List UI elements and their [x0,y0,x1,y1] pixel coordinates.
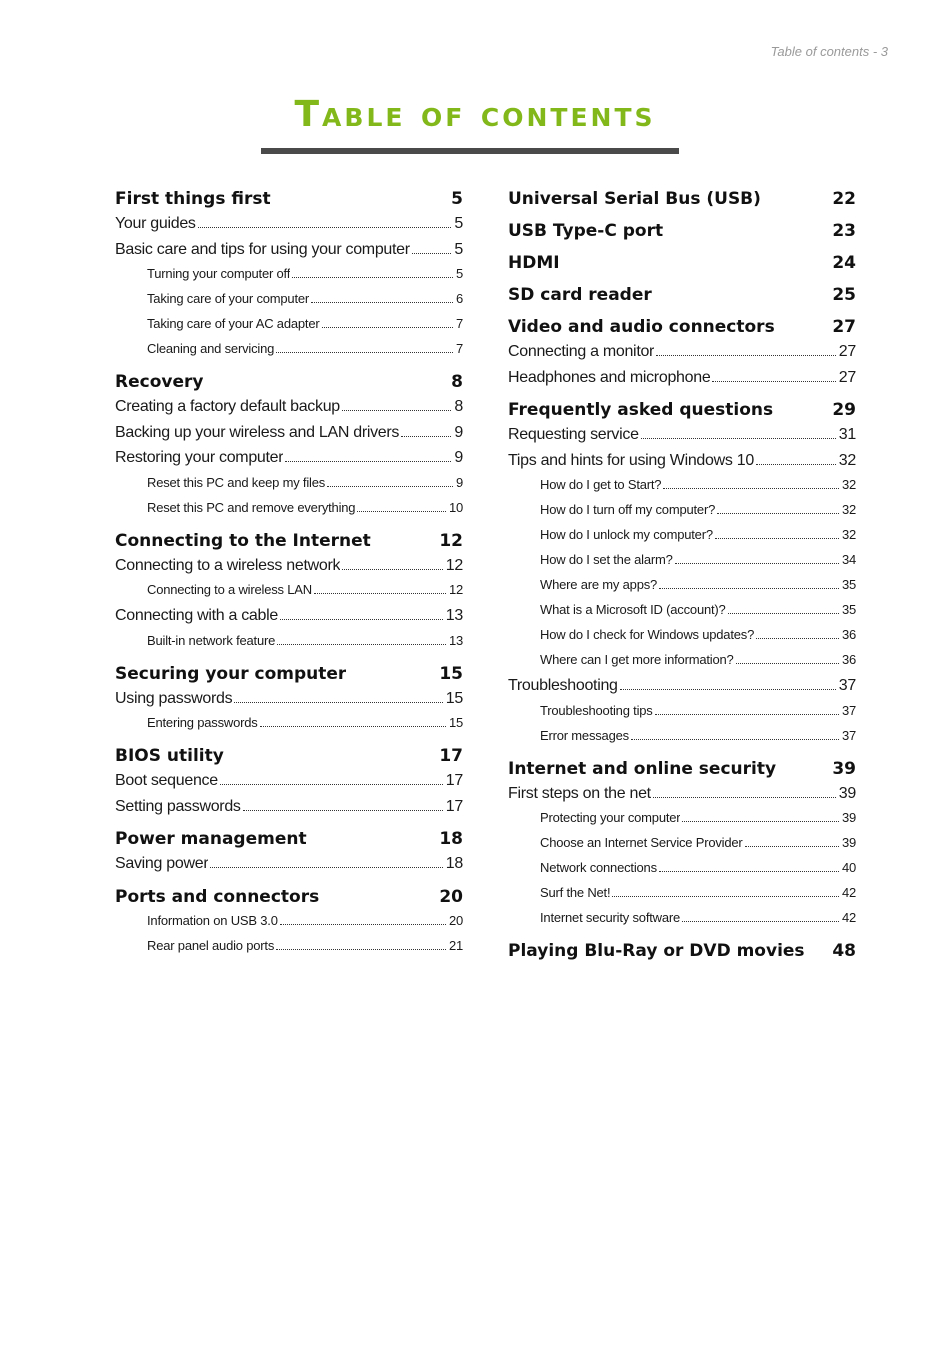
toc-entry[interactable] [115,241,463,267]
toc-dot-leader [234,702,442,703]
toc-entry[interactable] [508,785,856,811]
toc-entry-label: What is a Microsoft ID (account)? [540,602,726,617]
toc-subentry[interactable] [115,582,463,607]
toc-dot-leader [314,593,446,594]
toc-page-number: 40 [841,860,856,875]
toc-dot-leader [280,924,446,925]
toc-entry-label: Turning your computer off [147,266,291,281]
toc-subentry[interactable] [115,291,463,316]
toc-entry-label: Connecting to a wireless LAN [147,582,312,597]
toc-entry-label: Ports and connectors [115,886,320,907]
toc-entry-label: Requesting service [508,426,639,443]
toc-entry-label: Basic care and tips for using your computer [115,240,410,258]
toc-subentry[interactable] [115,475,463,500]
toc-entry-label: How do I unlock my computer? [540,527,713,542]
toc-dot-leader [412,253,452,254]
toc-dot-leader [745,846,839,847]
toc-dot-leader [198,227,452,228]
toc-section-entry[interactable] [508,311,856,343]
toc-entry-label: HDMI [508,253,560,273]
toc-dot-leader [243,810,443,811]
toc-entry[interactable] [115,798,463,824]
toc-section-entry[interactable] [508,279,856,311]
toc-entry[interactable] [508,677,856,703]
toc-page-number: 9 [455,474,463,490]
toc-entry-label: Setting passwords [115,797,241,815]
toc-entry[interactable] [508,343,856,369]
toc-subentry[interactable] [115,633,463,658]
toc-entry-label: Rear panel audio ports [147,937,275,953]
toc-dot-leader [357,511,446,512]
toc-section-entry[interactable] [115,881,463,913]
toc-dot-leader [712,381,835,382]
toc-page-number: 17 [445,772,463,789]
toc-section-entry[interactable] [115,740,463,772]
toc-section-entry[interactable] [508,394,856,426]
toc-right-column [508,183,856,967]
toc-page-number: 12 [439,530,463,551]
toc-page-number: 5 [454,215,463,232]
toc-page-number: 29 [832,400,856,420]
toc-dot-leader [322,327,453,328]
toc-dot-leader [655,714,839,715]
toc-page-number: 12 [445,556,463,574]
toc-entry-label: How do I set the alarm? [540,552,673,567]
toc-section-entry[interactable] [115,823,463,855]
title-underline [261,148,679,154]
toc-page-number: 32 [838,451,856,469]
toc-page-number: 32 [841,502,856,517]
toc-subentry[interactable] [508,728,856,753]
toc-page-number: 15 [439,663,463,684]
toc-dot-leader [612,896,839,897]
toc-left-column [115,183,463,963]
toc-page-number: 37 [838,677,856,694]
toc-page-number: 27 [832,317,856,337]
toc-page-number: 39 [838,784,856,802]
toc-section-entry[interactable] [508,247,856,279]
toc-dot-leader [276,352,453,353]
toc-section-entry[interactable] [115,658,463,690]
toc-dot-leader [656,355,836,356]
toc-entry-label: Your guides [115,215,196,232]
toc-page-number: 8 [451,372,463,392]
toc-section-entry[interactable] [508,215,856,247]
toc-dot-leader [675,563,839,564]
toc-subentry[interactable] [508,602,856,627]
toc-section-entry[interactable] [115,183,463,215]
toc-entry-label: Information on USB 3.0 [147,912,278,928]
toc-subentry[interactable] [508,810,856,835]
toc-entry[interactable] [508,369,856,395]
toc-dot-leader [620,689,836,690]
toc-page-number: 27 [838,368,856,386]
toc-dot-leader [717,513,839,514]
toc-page-number: 18 [445,855,463,872]
toc-dot-leader [641,438,836,439]
toc-entry-label: Reset this PC and keep my files [147,474,326,490]
toc-entry-label: Creating a factory default backup [115,398,340,415]
toc-entry-label: Internet security software [540,910,681,925]
toc-entry[interactable] [115,398,463,424]
toc-page-number: 15 [445,689,463,707]
toc-subentry[interactable] [115,913,463,938]
toc-subentry[interactable] [508,910,856,935]
toc-entry-label: Where can I get more information? [540,652,734,667]
toc-subentry[interactable] [508,477,856,502]
toc-subentry[interactable] [508,627,856,652]
toc-entry-label: Universal Serial Bus (USB) [508,189,761,209]
toc-subentry[interactable] [115,715,463,740]
toc-dot-leader [663,488,839,489]
toc-section-entry[interactable] [115,525,463,557]
toc-page-number: 5 [455,266,463,281]
toc-entry-label: Taking care of your AC adapter [147,316,320,331]
toc-entry[interactable] [115,772,463,798]
toc-entry-label: Taking care of your computer [147,291,310,306]
toc-page-number: 37 [841,702,856,718]
toc-entry-label: Entering passwords [147,715,258,730]
toc-dot-leader [277,644,446,645]
toc-entry-label: Saving power [115,855,209,872]
toc-entry-label: Securing your computer [115,663,347,684]
toc-section-entry[interactable] [508,935,856,967]
page-header-note: Table of contents - 3 [770,44,888,59]
toc-subentry[interactable] [508,703,856,728]
toc-section-entry[interactable] [115,366,463,398]
toc-page-number: 15 [448,715,463,730]
toc-page-number: 32 [841,477,856,492]
toc-entry-label: Network connections [540,860,657,875]
toc-entry[interactable] [115,690,463,716]
toc-dot-leader [311,302,453,303]
toc-page-number: 7 [455,341,463,356]
toc-entry-label: Headphones and microphone [508,368,711,386]
toc-entry-label: Protecting your computer [540,810,681,825]
toc-dot-leader [210,867,442,868]
toc-dot-leader [260,726,446,727]
toc-page-number: 24 [832,253,856,273]
toc-entry[interactable] [508,426,856,452]
toc-subentry[interactable] [115,266,463,291]
toc-page-number: 25 [832,285,856,305]
toc-entry-label: Backing up your wireless and LAN drivers [115,423,400,441]
toc-page-number: 17 [445,797,463,815]
toc-entry[interactable] [115,215,463,241]
toc-page-number: 10 [448,499,463,515]
toc-page-number: 6 [455,291,463,306]
toc-page-number: 36 [841,652,856,667]
toc-page-number: 5 [454,240,463,258]
toc-dot-leader [401,436,451,437]
toc-page-number: 27 [838,343,856,360]
toc-dot-leader [659,871,839,872]
toc-entry-label: Reset this PC and remove everything [147,499,356,515]
toc-subentry[interactable] [508,502,856,527]
toc-dot-leader [659,588,839,589]
toc-subentry[interactable] [115,938,463,963]
toc-dot-leader [682,821,839,822]
toc-entry-label: Connecting to the Internet [115,530,371,551]
toc-page-number: 22 [832,189,856,209]
toc-entry-label: Connecting to a wireless network [115,556,341,574]
toc-page-number: 34 [841,552,856,567]
toc-page-number: 31 [838,426,856,443]
toc-subentry[interactable] [115,316,463,341]
toc-dot-leader [715,538,839,539]
toc-entry-label: Using passwords [115,689,233,707]
toc-subentry[interactable] [508,527,856,552]
toc-page-number: 48 [832,941,856,961]
toc-subentry[interactable] [508,885,856,910]
toc-dot-leader [756,464,836,465]
toc-section-entry[interactable] [508,753,856,785]
toc-entry-label: Power management [115,829,307,849]
toc-subentry[interactable] [508,652,856,677]
toc-page-number: 39 [832,758,856,779]
toc-dot-leader [285,461,451,462]
toc-subentry[interactable] [115,341,463,366]
toc-page-number: 42 [841,885,856,900]
toc-entry-label: USB Type-C port [508,221,664,241]
toc-page-number: 20 [448,912,463,928]
toc-entry-label: Playing Blu-Ray or DVD movies [508,941,805,961]
toc-entry-label: Recovery [115,372,204,392]
toc-dot-leader [327,486,453,487]
toc-entry-label: First things first [115,189,271,209]
toc-entry[interactable] [115,449,463,475]
toc-page-number: 37 [841,727,856,743]
toc-section-entry[interactable] [508,183,856,215]
toc-entry-label: Where are my apps? [540,577,658,592]
toc-entry-label: Connecting a monitor [508,343,655,360]
toc-page-number: 18 [439,829,463,849]
toc-entry-label: Built-in network feature [147,632,276,648]
toc-entry-label: Video and audio connectors [508,317,775,337]
toc-entry-label: How do I check for Windows updates? [540,627,755,642]
toc-subentry[interactable] [508,577,856,602]
toc-page-number: 13 [445,607,463,624]
toc-dot-leader [736,663,839,664]
toc-page-number: 12 [448,582,463,597]
toc-subentry[interactable] [508,860,856,885]
toc-entry-label: Troubleshooting tips [540,702,653,718]
toc-page-number: 39 [841,810,856,825]
toc-page-number: 21 [448,937,463,953]
toc-entry[interactable] [115,607,463,633]
toc-page-number: 36 [841,627,856,642]
toc-dot-leader [728,613,839,614]
toc-entry-label: How do I turn off my computer? [540,502,716,517]
toc-entry-label: Restoring your computer [115,449,284,466]
toc-entry[interactable] [115,855,463,881]
toc-entry-label: Cleaning and servicing [147,341,275,356]
toc-entry-label: Choose an Internet Service Provider [540,835,743,850]
toc-entry-label: BIOS utility [115,746,224,766]
toc-entry-label: Internet and online security [508,758,777,779]
page-title: Table of contents [294,94,656,135]
toc-dot-leader [342,569,443,570]
toc-entry-label: Error messages [540,727,629,743]
toc-entry-label: Surf the Net! [540,885,611,900]
toc-dot-leader [631,739,839,740]
toc-entry-label: Tips and hints for using Windows 10 [508,451,754,469]
toc-page-number: 8 [454,398,463,415]
toc-subentry[interactable] [115,500,463,525]
toc-page-number: 7 [455,316,463,331]
toc-entry-label: Frequently asked questions [508,400,774,420]
toc-page-number: 32 [841,527,856,542]
toc-dot-leader [342,410,451,411]
toc-page-number: 9 [454,449,463,466]
toc-dot-leader [653,797,836,798]
toc-page-number: 20 [439,886,463,907]
toc-entry[interactable] [508,452,856,478]
toc-page-number: 23 [832,221,856,241]
toc-entry-label: Connecting with a cable [115,607,278,624]
toc-entry[interactable] [115,424,463,450]
toc-subentry[interactable] [508,552,856,577]
toc-entry-label: First steps on the net [508,784,651,802]
toc-dot-leader [220,784,443,785]
toc-page-number: 9 [454,423,463,441]
toc-dot-leader [276,949,446,950]
toc-page-number: 17 [439,746,463,766]
toc-dot-leader [292,277,453,278]
toc-page-number: 13 [448,632,463,648]
toc-entry[interactable] [115,557,463,583]
toc-dot-leader [682,921,839,922]
toc-entry-label: How do I get to Start? [540,477,662,492]
toc-entry-label: Troubleshooting [508,677,618,694]
toc-page-number: 35 [841,602,856,617]
toc-entry-label: Boot sequence [115,772,218,789]
toc-dot-leader [280,619,443,620]
toc-entry-label: SD card reader [508,285,652,305]
toc-page-number: 42 [841,910,856,925]
toc-page-number: 39 [841,835,856,850]
toc-subentry[interactable] [508,835,856,860]
toc-page-number: 5 [451,189,463,209]
toc-dot-leader [756,638,839,639]
toc-page-number: 35 [841,577,856,592]
